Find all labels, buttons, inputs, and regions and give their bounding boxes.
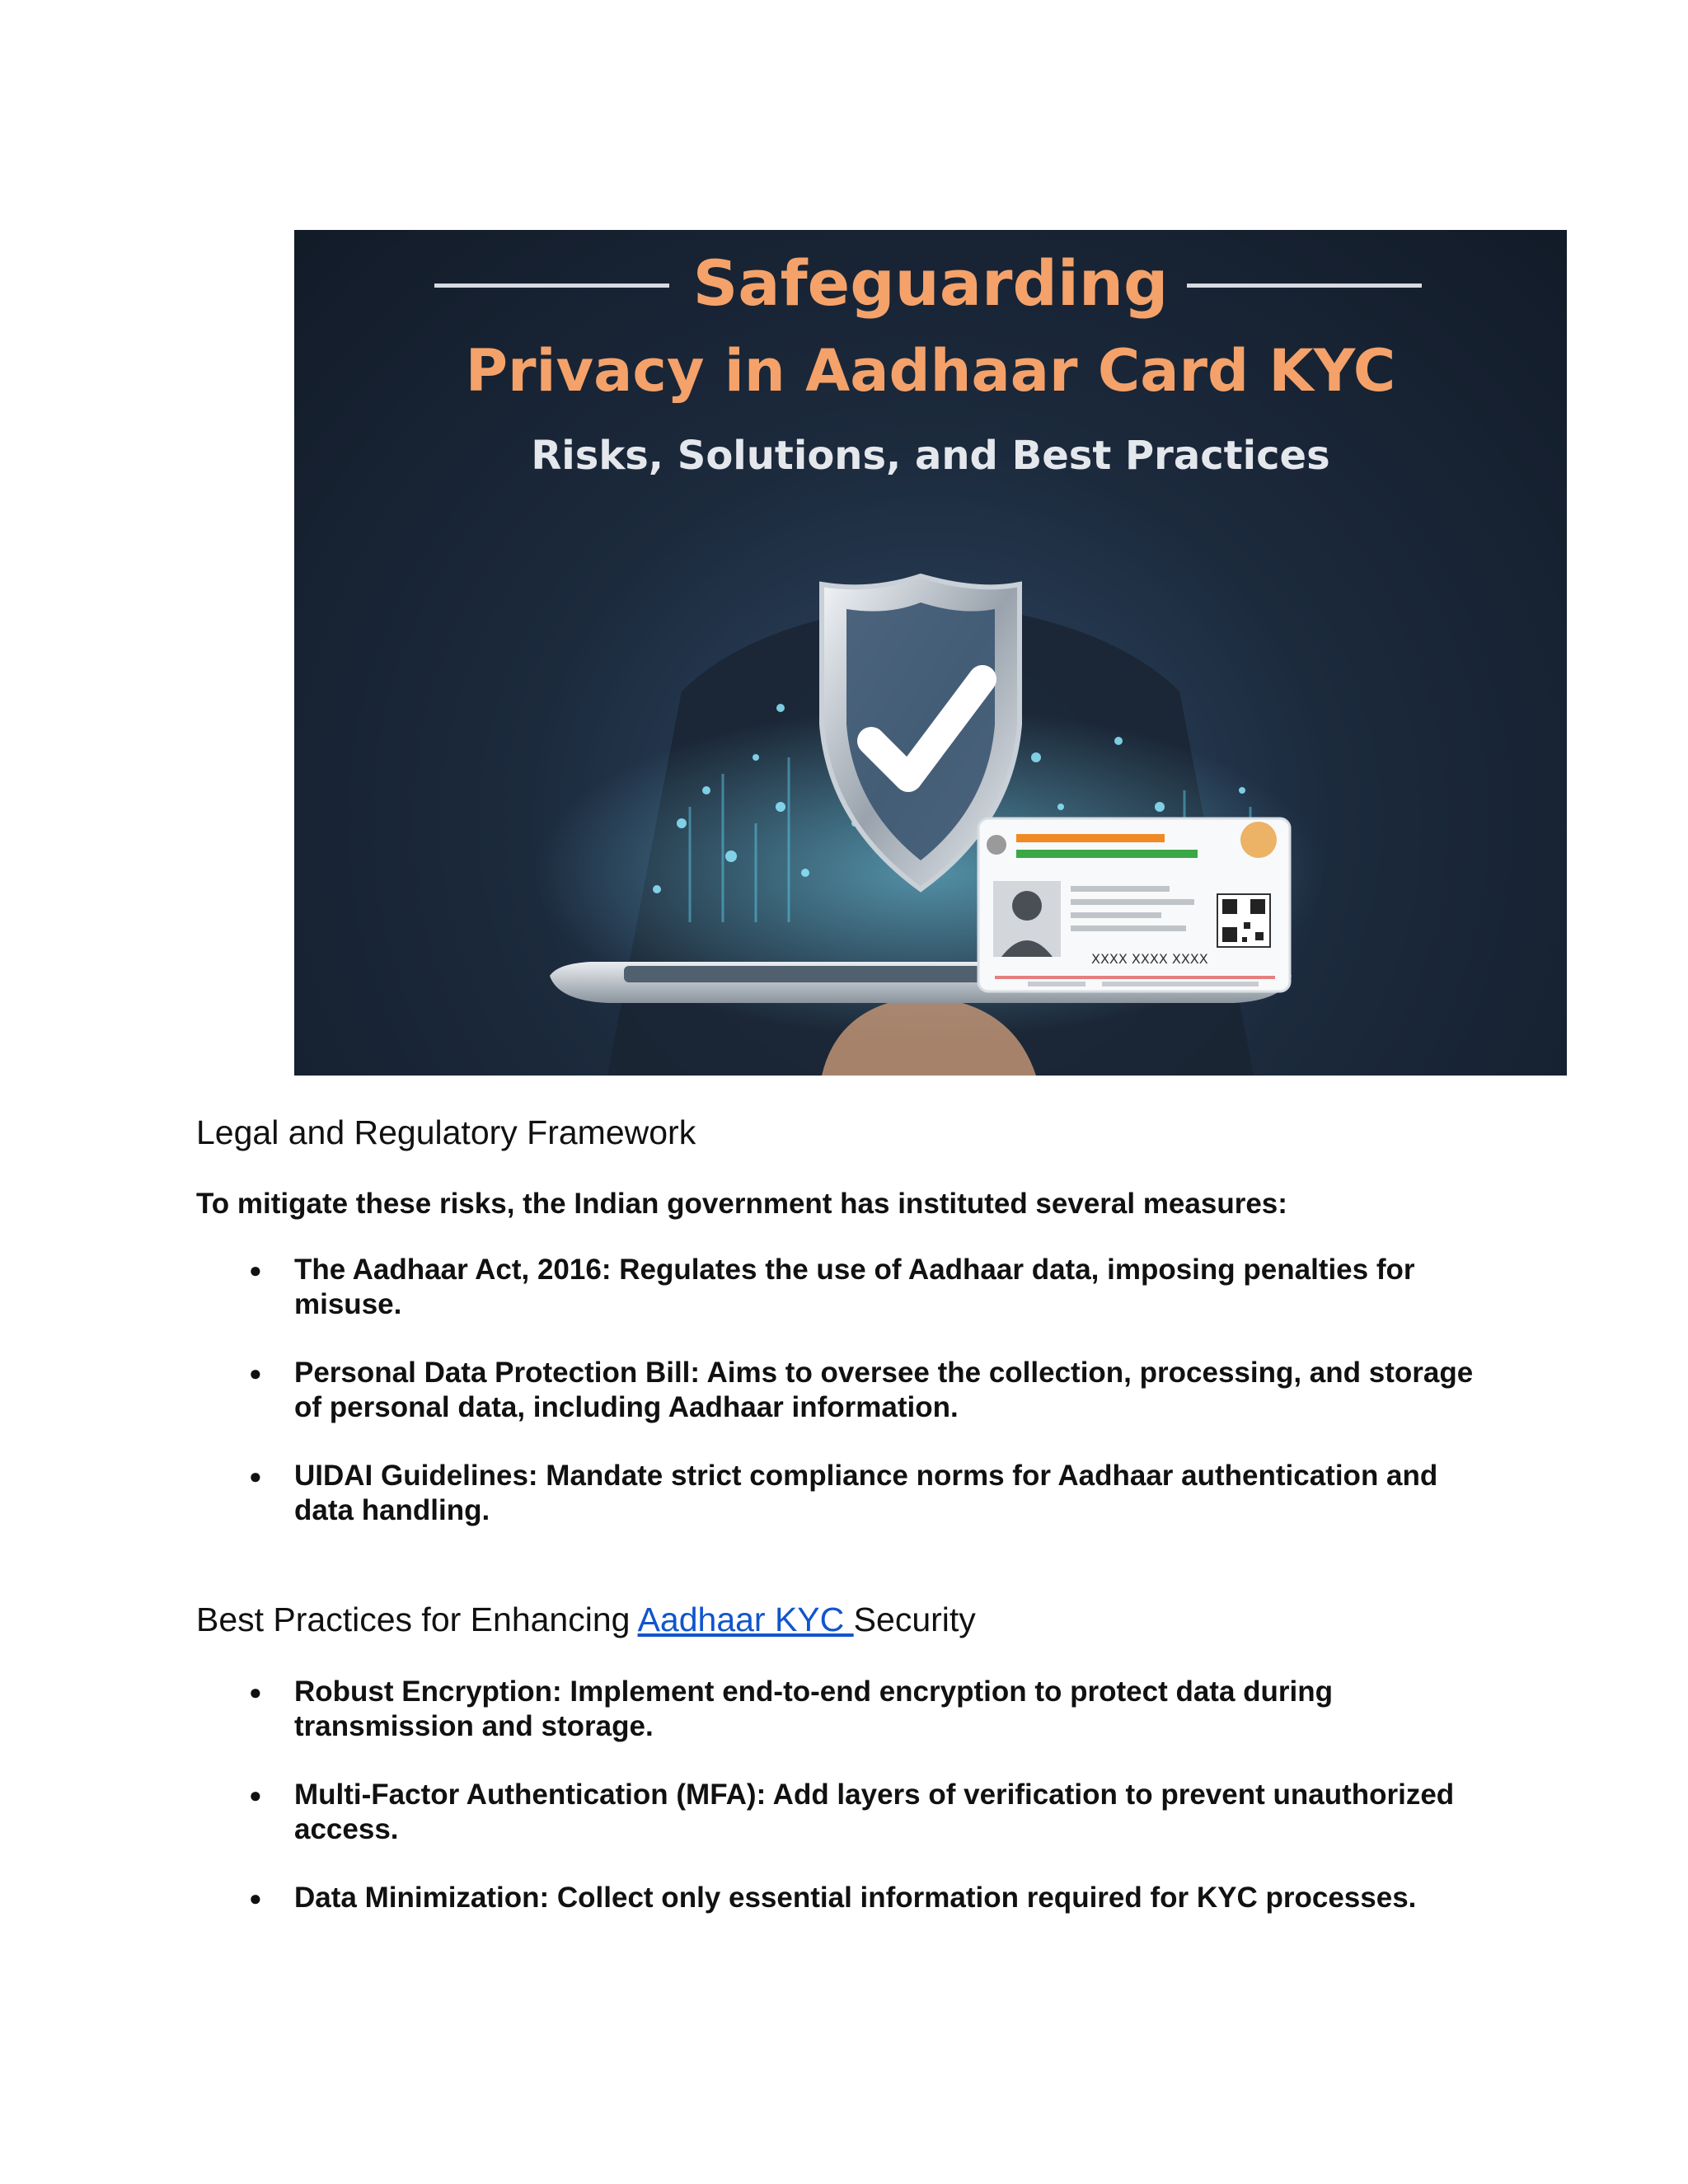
bullet-icon: ●: [249, 1680, 262, 1704]
legal-section-title: Legal and Regulatory Framework: [196, 1113, 696, 1151]
list-item: [196, 1459, 1482, 1528]
list-item: [196, 1881, 1482, 1915]
list-item: [196, 1356, 1482, 1425]
list-item-text: Data Minimization: Collect only essential information required for KYC processes.: [294, 1882, 1417, 1914]
aadhaar-kyc-link[interactable]: Aadhaar KYC: [637, 1601, 854, 1638]
banner-subtitle: Risks, Solutions, and Best Practices: [531, 433, 1330, 479]
list-item-text: The Aadhaar Act, 2016: Regulates the use of Aadhaar data, imposing penalties for misuse.: [294, 1254, 1415, 1320]
list-item: [196, 1675, 1482, 1744]
card-number: XXXX XXXX XXXX: [1091, 951, 1208, 967]
list-item-text: Personal Data Protection Bill: Aims to oversee the collection, processing, and storage of personal data, including Aadhaar information.: [294, 1357, 1474, 1423]
qr-code-icon: [1217, 894, 1270, 947]
legal-intro-text: To mitigate these risks, the Indian government has instituted several measures:: [196, 1188, 1287, 1220]
bullet-icon: ●: [249, 1464, 262, 1488]
bullet-icon: ●: [249, 1258, 262, 1282]
banner-title-line-2: Privacy in Aadhaar Card KYC: [465, 337, 1396, 405]
best-practices-title-suffix: Security: [853, 1601, 976, 1638]
list-item-text: Multi-Factor Authentication (MFA): Add layers of verification to prevent unauthorized access.: [294, 1779, 1455, 1845]
best-practices-list: [196, 1675, 1482, 1949]
list-item: [196, 1778, 1482, 1847]
legal-measures-list: [196, 1253, 1482, 1562]
best-practices-title-prefix: Best Practices for Enhancing: [196, 1601, 638, 1638]
bullet-icon: ●: [249, 1886, 262, 1910]
banner-title-line-1: Safeguarding: [692, 246, 1169, 320]
best-practices-section-title: [196, 1601, 976, 1639]
list-item-text: Robust Encryption: Implement end-to-end encryption to protect data during transmission and storage.: [294, 1675, 1333, 1742]
list-item: [196, 1253, 1482, 1322]
bullet-icon: ●: [249, 1783, 262, 1807]
banner-image: [294, 230, 1567, 1076]
list-item-text: UIDAI Guidelines: Mandate strict compliance norms for Aadhaar authentication and data handling.: [294, 1460, 1438, 1526]
bullet-icon: ●: [249, 1361, 262, 1385]
